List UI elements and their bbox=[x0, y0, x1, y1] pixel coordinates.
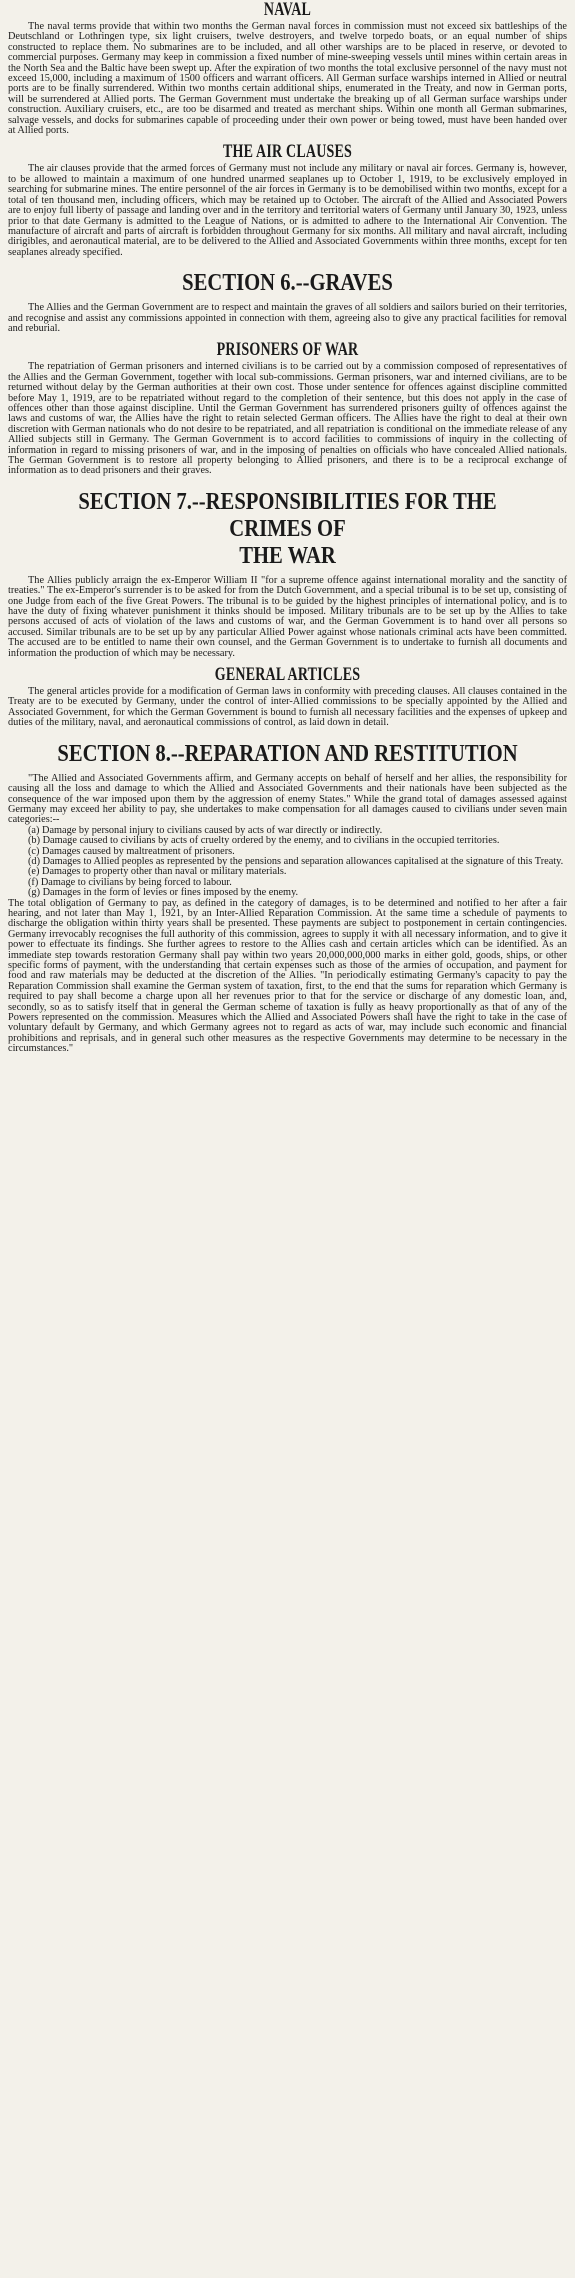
naval-section bbox=[8, 0, 567, 136]
naval-paragraph: The naval terms provide that within two months the German naval forces in commission must not exceed six battleships of the Deutschland or Lothringen type, six light cruisers, twelve destroyers, and twelve torpedo boats, or an equal number of ships constructed to replace them. No submarines are to be included, and all other warships are to be placed in reserve, or devoted to commercial purposes. Germany may keep in commission a fixed number of mine-sweeping vessels until mines within certain areas in the North Sea and the Baltic have been swept up. After the expiration of two months the total exclusive personnel of the navy must not exceed 15,000, including a maximum of 1500 officers and warrant officers. All German surface warships interned in Allied or neutral ports are to be finally surrendered. Within two months certain additional ships, enumerated in the Treaty, and now in German ports, will be surrendered at Allied ports. The German Government must undertake the breaking up of all German surface warships under construction. Auxiliary cruisers, etc., are too be disarmed and treated as merchant ships. Within one month all German submarines, salvage vessels, and docks for submarines capable of proceeding under their own power or being towed, must have been handed over at Allied ports. bbox=[8, 21, 567, 137]
general-articles-paragraph: The general articles provide for a modification of German laws in conformity with preceding clauses. All clauses contained in the Treaty are to be executed by Germany, under the control of inter-Allied commissions to be specially appointed by the Allied and Associated Government, for which the German Government is bound to furnish all necessary facilities and the expenses of upkeep and duties of the military, naval, and aeronautical commissions of control, as laid down in detail. bbox=[8, 686, 567, 729]
section-8-paragraph: The total obligation of Germany to pay, as defined in the category of damages, is to be determined and notified to her after a fair hearing, and not later than May 1, 1921, by an Inter-Allied Reparation Commission. At the same time a schedule of payments to discharge the obligation within thirty years shall be presented. These payments are subject to postponement in certain contingencies. Germany irrevocably recognises the full authority of this commission, agrees to supply it with all necessary information, and to give it power to effectuate its findings. She further agrees to restore to the Allies cash and certain articles which can be identified. As an immediate step towards restoration Germany shall pay within two years 20,000,000,000 marks in either gold, goods, ships, or other specific forms of payment, with the understanding that certain expenses such as those of the armies of occupation, and payment for food and raw materials may be deducted at the discretion of the Allies. "In periodically estimating Germany's capacity to pay the Reparation Commission shall examine the German system of taxation, first, to the end that the sums for reparation which Germany is required to pay shall become a charge upon all her revenues prior to that for the service or discharge of any domestic loan, and, secondly, so as to satisfy itself that in general the German scheme of taxation is fully as heavy proportionally as that of any of the Powers represented on the commission. Measures which the Allied and Associated Powers shall have the right to take in the case of voluntary default by Germany, and which Germany agrees not to regard as acts of war, may include such economic and financial prohibitions and reprisals, and in general such other measures as the respective Governments may determine to be necessary in the circumstances." bbox=[8, 897, 567, 1055]
air-heading: THE AIR CLAUSES bbox=[222, 142, 353, 163]
prisoners-section bbox=[8, 340, 567, 476]
section-7-paragraph: The Allies publicly arraign the ex-Emperor William II "for a supreme offence against international morality and the sanctity of treaties." The ex-Emperor's surrender is to be asked for from the Dutch Government, and a special tribunal is to be set up, consisting of one Judge from each of the five Great Powers. The tribunal is to be guided by the highest principles of international policy, and is to have the duty of fixing whatever punishment it thinks should be imposed. Military tribunals are to be set up by the Allies to take persons accused of acts of violation of the laws and customs of war, and the German Government is to hand over all persons so accused. Similar tribunals are to be set up by any particular Allied Power against whose nationals criminal acts have been committed. The accused are to be entitled to name their own counsel, and the German Government is to undertake to furnish all documents and information the production of which may be necessary. bbox=[8, 574, 567, 659]
prisoners-heading: PRISONERS OF WAR bbox=[216, 340, 359, 361]
damage-category-f: (f) Damage to civilians by being forced to labour. bbox=[28, 876, 232, 888]
naval-heading: NAVAL bbox=[263, 0, 312, 21]
damage-category-e: (e) Damages to property other than naval or military materials. bbox=[28, 866, 287, 878]
section-8 bbox=[8, 741, 567, 1055]
air-paragraph: The air clauses provide that the armed forces of Germany must not include any military or naval air forces. Germany is, however, to be allowed to maintain a maximum of one hundred unarmed seaplanes up to October 1, 1919, to be exclusively employed in searching for submarine mines. The entire personnel of the air forces in Germany is to be demobilised within two months, except for a total of ten thousand men, including officers, which may be retained up to October. The aircraft of the Allied and Associated Powers are to enjoy full liberty of passage and landing over and in the territory and territorial waters of Germany until January 30, 1923, unless prior to that date Germany is admitted to the League of Nations, or is admitted to adhere to the International Air Convention. The manufacture of aircraft and parts of aircraft is forbidden throughout Germany for six months. All military and naval aircraft, including dirigibles, and aeronautical material, are to be delivered to the Allied and Associated Governments within three months, except for ten seaplanes already specified. bbox=[8, 163, 567, 258]
section-8-intro: "The Allied and Associated Governments affirm, and Germany accepts on behalf of herself and her allies, the responsibility for causing all the loss and damage to which the Allied and Associated Governments and their nationals have been subjected as the consequence of the war imposed upon them by the aggression of enemy States." While the grand total of damages assessed against Germany may exceed her ability to pay, she undertakes to make compensation for all damages caused to civilians under seven main categories:-- bbox=[8, 772, 567, 826]
prisoners-paragraph: The repatriation of German prisoners and interned civilians is to be carried out by a commission composed of representatives of the Allies and the German Government, together with local sub-commissions. German prisoners, war and interned civilians, are to be returned without delay by the German authorities at their own cost. Those under sentence for offences against discipline committed before May 1, 1919, are to be repatriated without regard to the completion of their sentence, but this does not apply in the case of offences other than those against discipline. Until the German Government has surrendered prisoners guilty of offences against the laws and customs of war, the Allies have the right to retain selected German officers. The Allies have the right to deal at their own discretion with German nationals who do not desire to be repatriated, and all repatriation is conditional on the immediate release of any Allied subjects still in Germany. The German Government is to accord facilities to commissions of inquiry in the collecting of information in regard to missing prisoners of war, and in the imposing of penalties on officials who have concealed Allied nationals. The German Government is to restore all property belonging to Allied prisoners, and there is to be a reciprocal exchange of information as to dead prisoners and their graves. bbox=[8, 361, 567, 477]
air-section bbox=[8, 142, 567, 258]
general-articles-heading: GENERAL ARTICLES bbox=[214, 665, 361, 686]
newspaper-page bbox=[0, 0, 575, 1055]
damage-category-b: (b) Damage caused to civilians by acts of cruelty ordered by the enemy, and to civilians in the occupied territories. bbox=[28, 835, 500, 847]
section-6-heading: SECTION 6.--GRAVES bbox=[182, 270, 393, 297]
section-7 bbox=[8, 489, 567, 659]
damage-category-a: (a) Damage by personal injury to civilians caused by acts of war directly or indirectly. bbox=[28, 824, 383, 836]
section-6-paragraph: The Allies and the German Government are to respect and maintain the graves of all soldiers and sailors buried on their territories, and recognise and assist any commissions appointed in connection with them, agreeing also to give any practical facilities for removal and reburial. bbox=[8, 302, 567, 334]
section-8-heading: SECTION 8.--REPARATION AND RESTITUTION bbox=[57, 740, 518, 767]
section-6 bbox=[8, 270, 567, 334]
damage-category-c: (c) Damages caused by maltreatment of prisoners. bbox=[28, 845, 235, 857]
section-7-heading-line2: THE WAR bbox=[239, 542, 336, 569]
damage-categories-list bbox=[8, 826, 567, 899]
damage-category-d: (d) Damages to Allied peoples as represented by the pensions and separation allowances capitalised at the signature of this Treaty. bbox=[28, 855, 564, 867]
damage-category-g: (g) Damages in the form of levies or fines imposed by the enemy. bbox=[28, 887, 299, 899]
general-articles-section bbox=[8, 665, 567, 729]
section-7-heading-line1: SECTION 7.--RESPONSIBILITIES FOR THE CRIMES OF bbox=[78, 488, 497, 542]
